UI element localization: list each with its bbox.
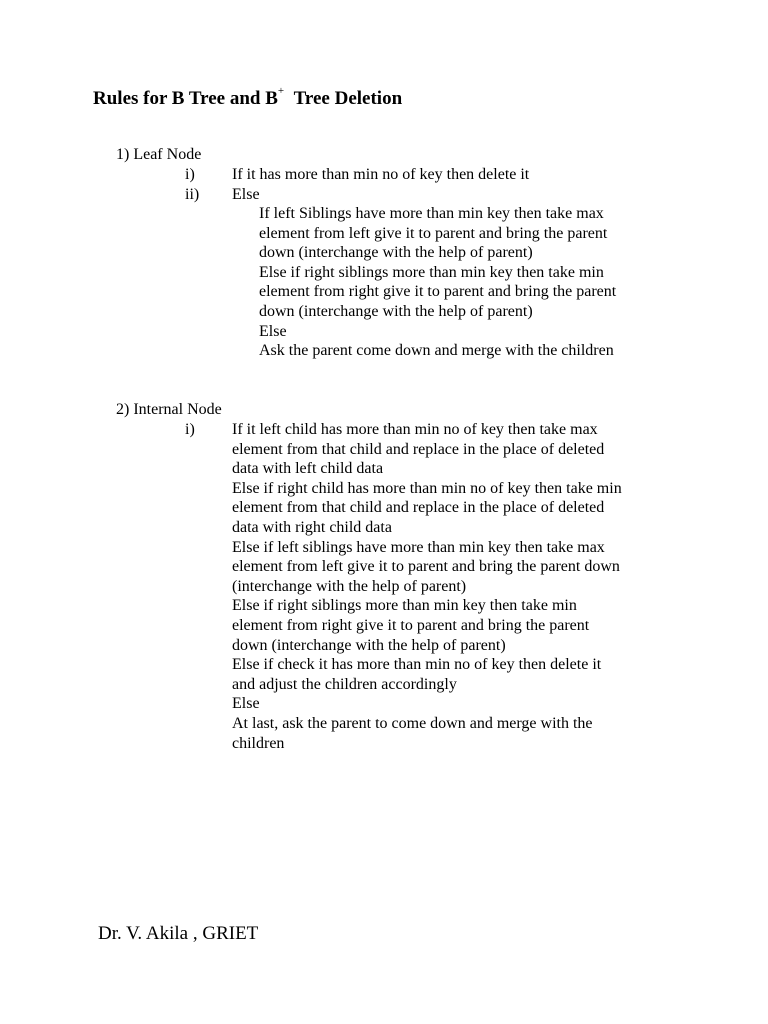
internal-line: element from right give it to parent and bring the parent <box>232 616 590 634</box>
leaf-subline: element from left give it to parent and bring the parent <box>259 224 608 242</box>
internal-line: element from that child and replace in the place of deleted <box>232 440 605 458</box>
internal-line: data with right child data <box>232 518 392 536</box>
internal-line: Else if left siblings have more than min key then take max <box>232 538 605 556</box>
internal-line: and adjust the children accordingly <box>232 675 457 693</box>
internal-line: children <box>232 734 285 752</box>
leaf-subline: element from right give it to parent and bring the parent <box>259 283 617 301</box>
leaf-else-block <box>259 204 616 361</box>
internal-line: element from that child and replace in the place of deleted <box>232 499 605 517</box>
leaf-item-text-2: Else <box>232 186 260 203</box>
leaf-item-numeral-2: ii) <box>185 186 200 203</box>
internal-line: If it left child has more than min no of key then take max <box>232 421 598 438</box>
internal-line: data with left child data <box>232 460 384 478</box>
internal-line: Else <box>232 695 260 713</box>
leaf-subline: down (interchange with the help of parent) <box>259 302 533 320</box>
leaf-subline: Else if right siblings more than min key then take min <box>259 263 604 281</box>
section-heading-leaf-node: 1) Leaf Node <box>116 146 202 163</box>
leaf-subline: down (interchange with the help of parent) <box>259 244 533 262</box>
leaf-item-numeral-1: i) <box>185 166 195 183</box>
internal-line: At last, ask the parent to come down and merge with the <box>232 714 593 732</box>
section-heading-internal-node: 2) Internal Node <box>116 401 222 418</box>
leaf-subline: Ask the parent come down and merge with the children <box>259 342 614 360</box>
title-superscript: + <box>277 84 285 97</box>
leaf-item-text-1: If it has more than min no of key then delete it <box>232 166 530 183</box>
internal-line: (interchange with the help of parent) <box>232 577 467 595</box>
internal-line: down (interchange with the help of parent) <box>232 636 506 654</box>
title-prefix: Rules for B Tree and B <box>93 88 278 109</box>
page-title <box>93 86 402 112</box>
internal-item-numeral-1: i) <box>185 421 195 438</box>
title-suffix: Tree Deletion <box>293 88 403 109</box>
leaf-subline: If left Siblings have more than min key then take max <box>259 205 604 222</box>
author-footer: Dr. V. Akila , GRIET <box>98 923 259 944</box>
leaf-subline: Else <box>259 322 287 340</box>
internal-line: Else if right child has more than min no of key then take min <box>232 479 622 497</box>
internal-line: element from left give it to parent and bring the parent down <box>232 558 620 576</box>
internal-rules-block <box>232 420 622 753</box>
internal-line: Else if right siblings more than min key then take min <box>232 597 577 615</box>
internal-line: Else if check it has more than min no of key then delete it <box>232 656 602 674</box>
